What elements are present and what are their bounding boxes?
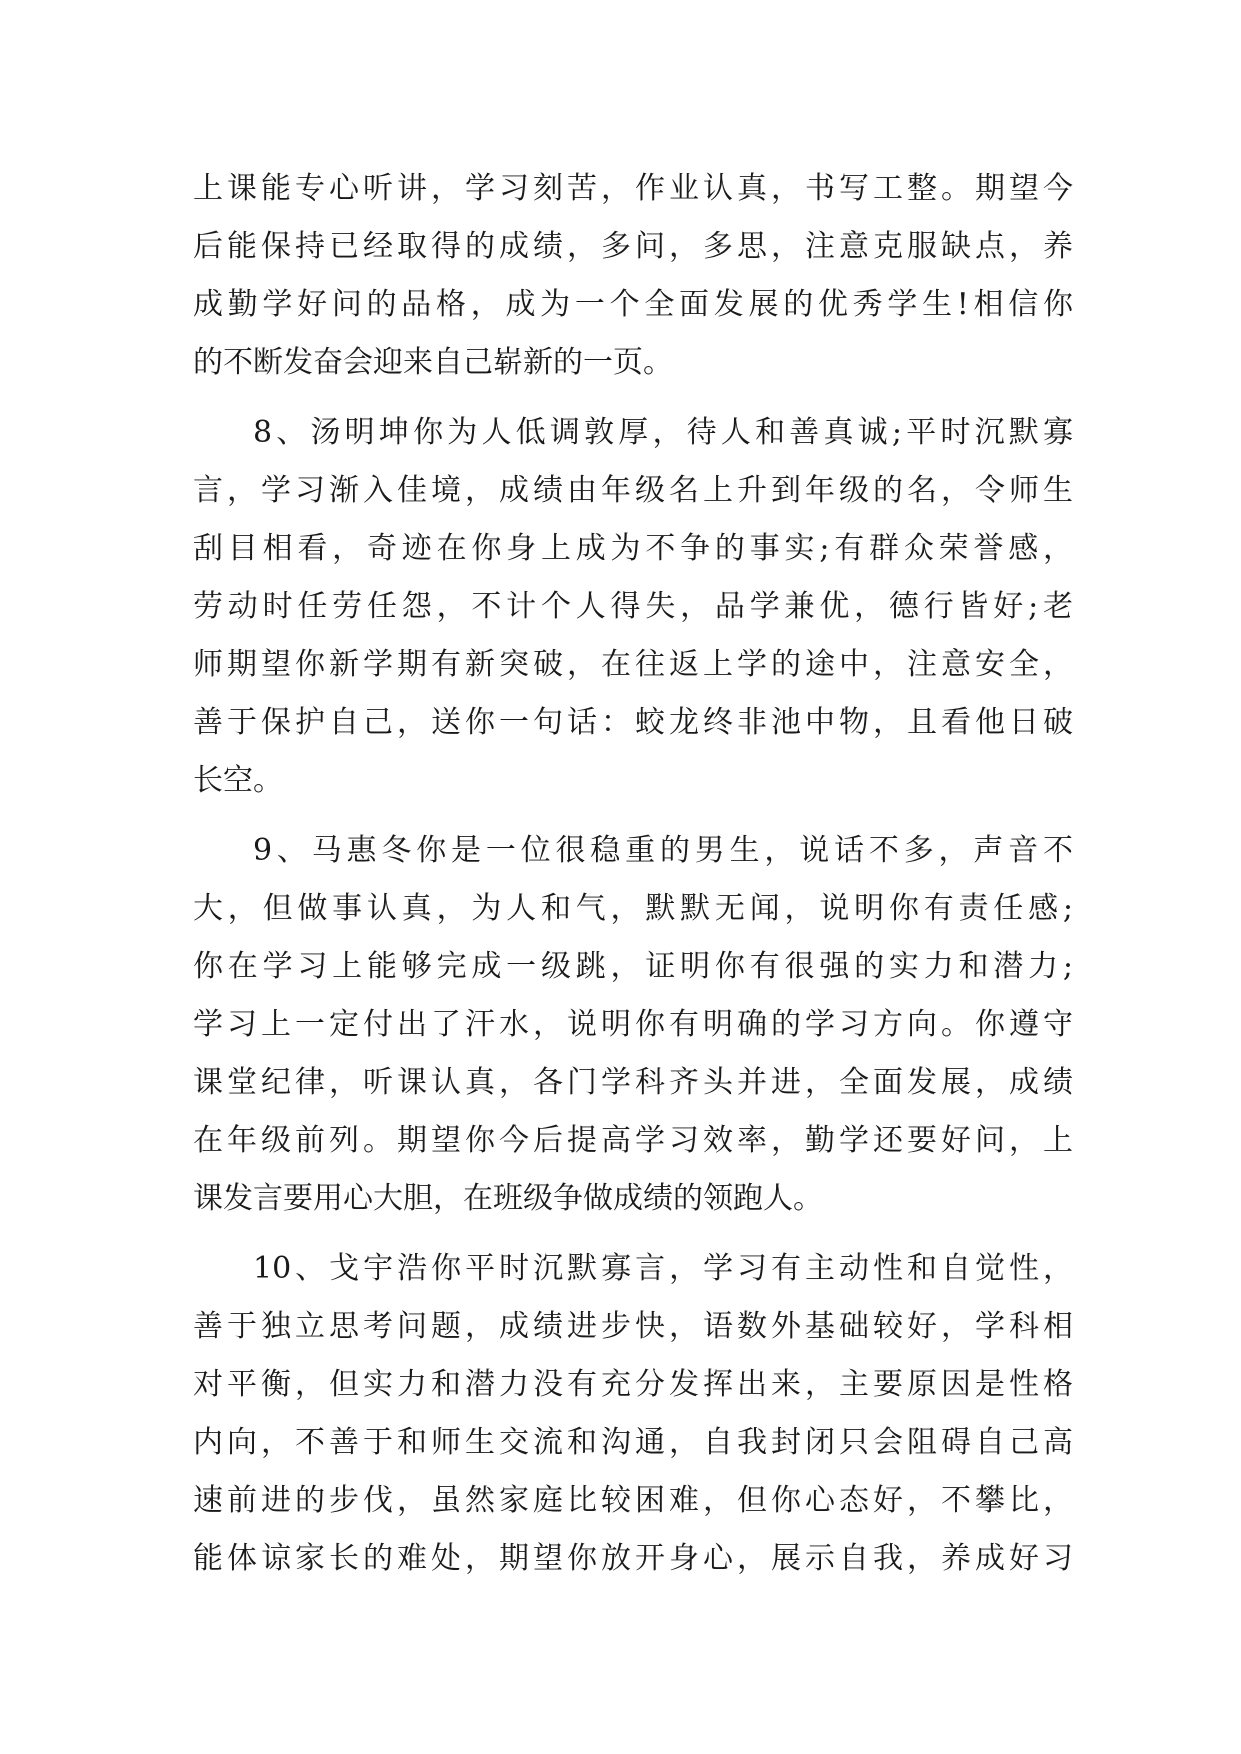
text-line: 师期望你新学期有新突破，在往返上学的途中，注意安全， <box>193 647 1073 682</box>
text-line: 课堂纪律，听课认真，各门学科齐头并进，全面发展，成绩 <box>193 1065 1073 1100</box>
text-line: 速前进的步伐，虽然家庭比较困难，但你心态好，不攀比， <box>193 1483 1073 1518</box>
text-line: 对平衡，但实力和潜力没有充分发挥出来，主要原因是性格 <box>193 1367 1073 1402</box>
text-line: 课发言要用心大胆，在班级争做成绩的领跑人。 <box>193 1181 823 1216</box>
text-line: 的不断发奋会迎来自己崭新的一页。 <box>193 345 673 380</box>
document-body <box>193 160 1073 1588</box>
text-line: 长空。 <box>193 763 283 798</box>
text-line: 上课能专心听讲，学习刻苦，作业认真，书写工整。期望今 <box>193 171 1073 206</box>
text-line: 后能保持已经取得的成绩，多问，多思，注意克服缺点，养 <box>193 229 1073 264</box>
text-line: 9、马惠冬你是一位很稳重的男生，说话不多，声音不 <box>253 833 1073 868</box>
text-line: 内向，不善于和师生交流和沟通，自我封闭只会阻碍自己高 <box>193 1425 1073 1460</box>
paragraph-item-9 <box>193 822 1073 1228</box>
paragraph-continuation <box>193 160 1073 392</box>
text-line: 在年级前列。期望你今后提高学习效率，勤学还要好问，上 <box>193 1123 1073 1158</box>
paragraph-item-8 <box>193 404 1073 810</box>
paragraph-item-10 <box>193 1240 1073 1588</box>
text-line: 善于独立思考问题，成绩进步快，语数外基础较好，学科相 <box>193 1309 1073 1344</box>
text-line: 8、汤明坤你为人低调敦厚，待人和善真诚;平时沉默寡 <box>253 415 1073 450</box>
text-line: 学习上一定付出了汗水，说明你有明确的学习方向。你遵守 <box>193 1007 1073 1042</box>
text-line: 10、戈宇浩你平时沉默寡言，学习有主动性和自觉性， <box>253 1251 1073 1286</box>
text-line: 大，但做事认真，为人和气，默默无闻，说明你有责任感; <box>193 891 1073 926</box>
text-line: 刮目相看，奇迹在你身上成为不争的事实;有群众荣誉感， <box>193 531 1073 566</box>
text-line: 你在学习上能够完成一级跳，证明你有很强的实力和潜力; <box>193 949 1073 984</box>
text-line: 成勤学好问的品格，成为一个全面发展的优秀学生!相信你 <box>193 287 1073 322</box>
text-line: 能体谅家长的难处，期望你放开身心，展示自我，养成好习 <box>193 1541 1073 1576</box>
text-line: 善于保护自己，送你一句话：蛟龙终非池中物，且看他日破 <box>193 705 1073 740</box>
text-line: 劳动时任劳任怨，不计个人得失，品学兼优，德行皆好;老 <box>193 589 1073 624</box>
text-line: 言，学习渐入佳境，成绩由年级名上升到年级的名，令师生 <box>193 473 1073 508</box>
